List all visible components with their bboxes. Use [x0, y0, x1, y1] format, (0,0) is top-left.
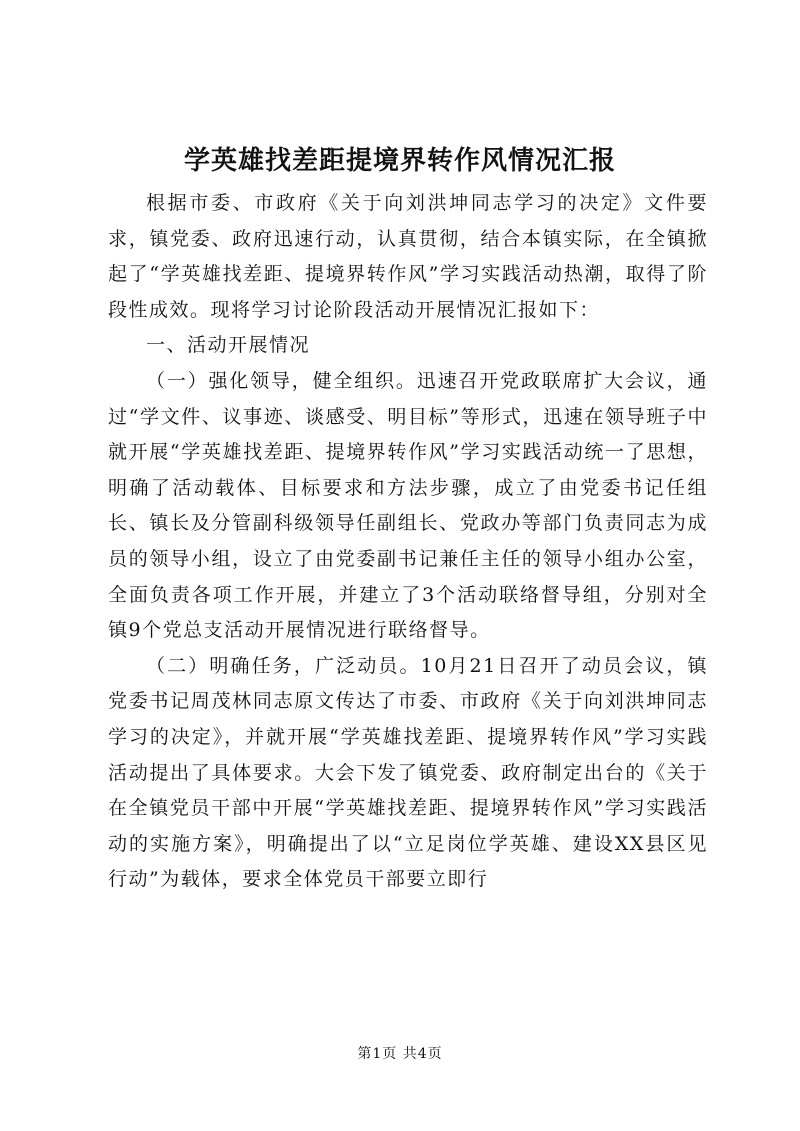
paragraph-leadership: （一）强化领导，健全组织。迅速召开党政联席扩大会议，通过“学文件、议事迹、谈感受、明目标”等形式，迅速在领导班子中就开展“学英雄找差距、提境界转作风”学习实践活动统一了思想，明确了活动载体、目标要求和方法步骤，成立了由党委书记任组长、镇长及分管副科级领导任副组长、党政办等部门负责同志为成员的领导小组，设立了由党委副书记兼任主任的领导小组办公室，全面负责各项工作开展，并建立了3个活动联络督导组，分别对全镇9个党总支活动开展情况进行联络督导。 [108, 369, 708, 642]
page-indicator: 第1页 共4页 [357, 1046, 443, 1062]
document-body [108, 186, 708, 898]
paragraph-intro: 根据市委、市政府《关于向刘洪坤同志学习的决定》文件要求，镇党委、政府迅速行动，认真贯彻，结合本镇实际，在全镇掀起了“学英雄找差距、提境界转作风”学习实践活动热潮，取得了阶段性成效。现将学习讨论阶段活动开展情况汇报如下： [108, 192, 708, 321]
document-title: 学英雄找差距提境界转作风情况汇报 [183, 146, 616, 176]
section-heading: 一、活动开展情况 [146, 334, 311, 357]
paragraph-mobilization: （二）明确任务，广泛动员。10月21日召开了动员会议，镇党委书记周茂林同志原文传达了市委、市政府《关于向刘洪坤同志学习的决定》，并就开展“学英雄找差距、提境界转作风”学习实践活动提出了具体要求。大会下发了镇党委、政府制定出台的《关于在全镇党员干部中开展“学英雄找差距、提境界转作风”学习实践活动的实施方案》，明确提出了以“立足岗位学英雄、建设XX县区见行动”为载体，要求全体党员干部要立即行 [108, 654, 708, 891]
